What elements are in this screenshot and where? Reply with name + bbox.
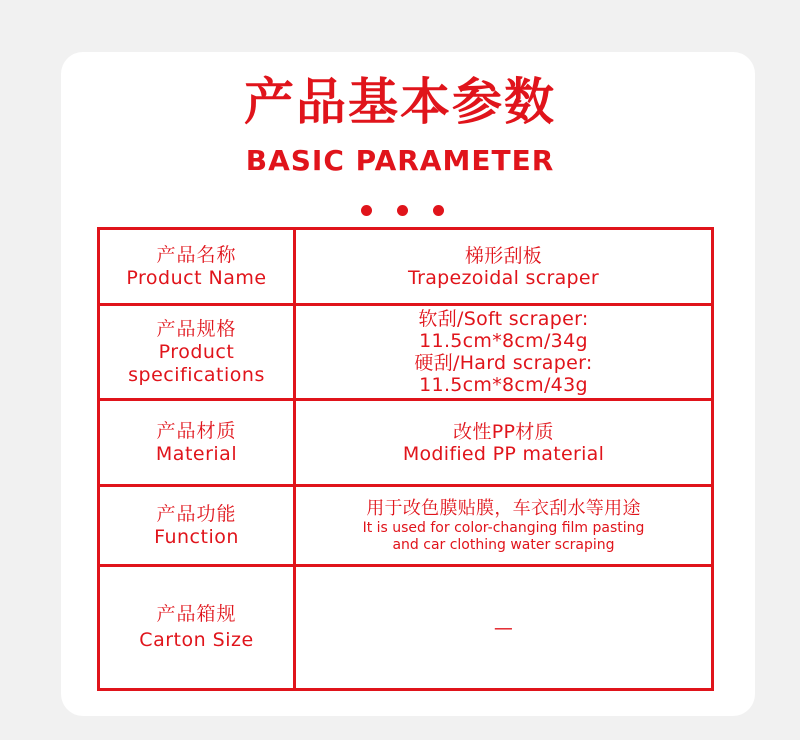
label-en: Carton Size	[139, 629, 254, 651]
parameter-table	[97, 227, 714, 691]
row-value	[296, 401, 711, 484]
table-row-material	[100, 401, 711, 487]
page-title: 产品基本参数	[244, 73, 556, 131]
value-line: 硬刮/Hard scraper:	[414, 352, 593, 374]
row-label	[100, 487, 296, 564]
value-line: 11.5cm*8cm/34g	[419, 330, 588, 352]
label-cn: 产品规格	[156, 317, 237, 340]
dot-icon	[397, 205, 408, 216]
decorative-dots	[361, 205, 445, 217]
value-line: 11.5cm*8cm/43g	[419, 374, 588, 396]
value-small-line: and car clothing water scraping	[392, 536, 615, 553]
row-value	[296, 487, 711, 564]
row-value	[296, 230, 711, 303]
table-row-function	[100, 487, 711, 567]
value-line: 改性PP材质	[453, 420, 554, 443]
value-line: Trapezoidal scraper	[408, 266, 599, 289]
label-en: Product Name	[126, 266, 267, 289]
table-row-product-name	[100, 230, 711, 306]
label-en: specifications	[128, 363, 265, 386]
row-label	[100, 230, 296, 303]
row-value	[296, 306, 711, 398]
label-en: Product	[158, 340, 235, 363]
value-line: 用于改色膜贴膜，车衣刮水等用途	[366, 497, 641, 519]
row-label	[100, 306, 296, 398]
value-line: Modified PP material	[402, 442, 605, 465]
row-label	[100, 401, 296, 484]
value-line: —	[493, 616, 514, 639]
value-line: 梯形刮板	[464, 244, 543, 267]
dot-icon	[361, 205, 372, 216]
row-value	[296, 567, 711, 688]
label-cn: 产品箱规	[156, 603, 237, 625]
value-line: 软刮/Soft scraper:	[418, 308, 589, 330]
page-subtitle: BASIC PARAMETER	[245, 144, 555, 177]
label-cn: 产品名称	[156, 243, 237, 266]
label-en: Material	[155, 442, 238, 465]
dot-icon	[433, 205, 444, 216]
label-cn: 产品功能	[156, 502, 237, 525]
table-row-carton-size	[100, 567, 711, 688]
label-cn: 产品材质	[156, 419, 237, 442]
label-en: Function	[154, 525, 239, 548]
value-small-line: It is used for color-changing film pasting	[362, 519, 645, 536]
row-label	[100, 567, 296, 688]
table-row-specifications	[100, 306, 711, 401]
